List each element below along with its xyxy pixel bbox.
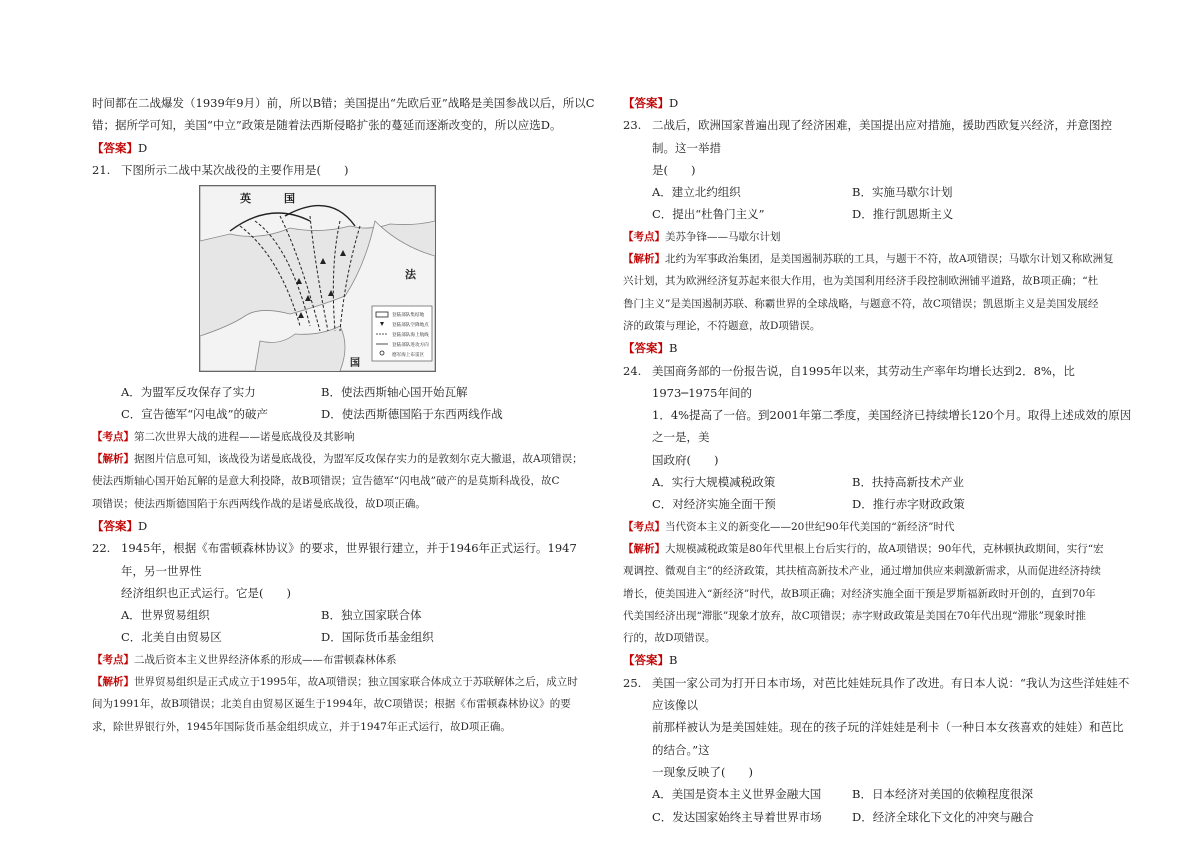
option-d: D．推行赤字财政政策	[852, 497, 965, 512]
right-column	[623, 92, 1133, 828]
question-23-stem-1: 23. 二战后，欧洲国家普遍出现了经济困难，美国提出应对措施，援助西欧复兴经济，并意图控制。这一举措	[623, 114, 1133, 159]
question-22-options-row-2	[92, 626, 597, 648]
top-answer	[623, 92, 1133, 114]
question-23-jiexi-4: 济的政策与理论，不符题意，故D项错误。	[623, 319, 821, 332]
answer-tag: 【答案】	[623, 653, 669, 668]
answer-value: B	[669, 341, 678, 356]
question-21-kaodian: 【考点】第二次世界大战的进程——诺曼底战役及其影响	[92, 430, 355, 443]
answer-tag: 【答案】	[92, 518, 138, 533]
question-21-options-row-2	[92, 403, 597, 425]
intro-answer	[92, 137, 597, 159]
question-number: 25.	[623, 675, 642, 690]
question-23-kaodian: 【考点】美苏争锋——马歇尔计划	[623, 230, 781, 243]
answer-tag: 【答案】	[623, 341, 669, 356]
question-22-stem-1: 22. 1945年，根据《布雷顿森林协议》的要求，世界银行建立，并于1946年正式运行。1947年，另一世界性	[92, 537, 597, 582]
question-24-stem-2: 1．4%提高了一倍。到2001年第二季度，美国经济已持续增长120个月。取得上述成效的原因之一是，美	[652, 408, 1132, 445]
option-a: A．建立北约组织	[652, 185, 741, 200]
left-column	[92, 92, 597, 738]
answer-tag: 【答案】	[92, 140, 138, 155]
question-23-options-row-2	[623, 203, 1133, 225]
kaodian-tag: 【考点】	[623, 520, 665, 533]
jiexi-tag: 【解析】	[92, 453, 134, 466]
question-24-jiexi-5: 行的，故D项错误。	[623, 632, 716, 645]
option-c: C．发达国家始终主导着世界市场	[652, 809, 822, 824]
question-number: 21.	[92, 162, 111, 177]
option-b: B．日本经济对美国的依赖程度很深	[852, 787, 1033, 802]
question-24-kaodian: 【考点】当代资本主义的新变化——20世纪90年代美国的“新经济”时代	[623, 520, 955, 533]
map-legend-item: 德军海上布雷区	[392, 352, 425, 358]
option-b: B．扶持高新技术产业	[852, 475, 964, 490]
question-22-jiexi-3: 求，除世界银行外，1945年国际货币基金组织成立，并于1947年正式运行，故D项正确。	[92, 720, 511, 733]
question-25-stem-2: 前那样被认为是美国娃娃。现在的孩子玩的洋娃娃是利卡（一种日本女孩喜欢的娃娃）和芭比的结合。”这	[652, 720, 1124, 757]
option-d: D．使法西斯德国陷于东西两线作战	[321, 407, 503, 422]
option-a: A．世界贸易组织	[121, 608, 210, 623]
question-23-jiexi-2: 兴计划，其为欧洲经济复苏起来很大作用，也为美国利用经济手段控制欧洲铺平道路，故B项正确；“杜	[623, 275, 1099, 288]
option-a: A．实行大规模减税政策	[652, 475, 776, 490]
question-22-jiexi-1: 【解析】世界贸易组织是正式成立于1995年，故A项错误；独立国家联合体成立于苏联解体之后，成立时	[92, 676, 578, 689]
question-24-stem-3: 国政府( )	[652, 452, 719, 467]
map-label-france-2: 国	[350, 358, 360, 370]
kaodian-tag: 【考点】	[92, 653, 134, 666]
option-a: A．为盟军反攻保存了实力	[121, 385, 256, 400]
question-24-options-row-1	[623, 471, 1133, 493]
question-number: 24.	[623, 363, 642, 378]
question-23-options-row-1	[623, 181, 1133, 203]
option-c: C．对经济实施全面干预	[652, 497, 776, 512]
option-b: B．使法西斯轴心国开始瓦解	[321, 385, 468, 400]
question-21-jiexi-3: 项错误；使法西斯德国陷于东西两线作战的是诺曼底战役，故D项正确。	[92, 497, 426, 510]
map-legend-item: 登陆部队海上航线	[392, 332, 429, 338]
kaodian-tag: 【考点】	[92, 430, 134, 443]
map-legend-item: 登陆部队集结地	[392, 312, 425, 318]
question-21-jiexi-1: 【解析】据图片信息可知，该战役为诺曼底战役，为盟军反攻保存实力的是敦刻尔克大撤退，故A项错误；	[92, 453, 583, 466]
question-22-options-row-1	[92, 604, 597, 626]
question-24-jiexi-2: 观调控、微观自主”的经济政策，其扶植高新技术产业，通过增加供应来刺激新需求，从而促进经济持续	[623, 565, 1101, 578]
answer-value: D	[669, 96, 679, 110]
intro-line-2: 错；据所学可知，美国“中立”政策是随着法西斯侵略扩张的蔓延而逐渐改变的，所以应选D。	[92, 118, 562, 133]
question-24-answer	[623, 649, 1133, 671]
question-number: 23.	[623, 118, 642, 133]
question-24-stem-1: 24. 美国商务部的一份报告说，自1995年以来，其劳动生产率年均增长达到2．8%，比1973─1975年间的	[623, 360, 1133, 405]
option-c: C．北美自由贸易区	[121, 630, 222, 645]
question-23-answer	[623, 337, 1133, 359]
question-25-options-row-2	[623, 806, 1133, 828]
jiexi-tag: 【解析】	[623, 253, 665, 266]
question-21-options-row-1	[92, 381, 597, 403]
question-21-jiexi-2: 使法西斯轴心国开始瓦解的是意大利投降，故B项错误；宣告德军“闪电战”破产的是莫斯科战役，故C	[92, 475, 560, 488]
question-23-jiexi-1: 【解析】北约为军事政治集团，是美国遏制苏联的工具，与题干不符，故A项错误；马歇尔计划又称欧洲复	[623, 253, 1114, 266]
question-24-options-row-2	[623, 493, 1133, 515]
answer-value: D	[138, 140, 148, 155]
option-c: C．提出“杜鲁门主义”	[652, 207, 765, 222]
question-22-kaodian: 【考点】二战后资本主义世界经济体系的形成——布雷顿森林体系	[92, 653, 397, 666]
map-legend-item: 登陆部队进攻方向	[392, 342, 429, 348]
map-label-uk: 英 国	[240, 193, 295, 206]
question-25-options-row-1	[623, 783, 1133, 805]
normandy-battle-map	[199, 185, 436, 372]
intro-line-1: 时间都在二战爆发（1939年9月）前，所以B错；美国提出“先欧后亚”战略是美国参战以后，所以C	[92, 96, 595, 110]
question-25-stem-1: 25. 美国一家公司为打开日本市场，对芭比娃娃玩具作了改进。有日本人说：“我认为这些洋娃娃不应该像以	[623, 672, 1133, 717]
option-d: D．经济全球化下文化的冲突与融合	[852, 809, 1034, 824]
option-d: D．推行凯恩斯主义	[852, 207, 954, 222]
jiexi-tag: 【解析】	[623, 542, 665, 555]
question-number: 22.	[92, 541, 111, 556]
question-23-jiexi-3: 鲁门主义”是美国遏制苏联、称霸世界的全球战略，与题意不符，故C项错误；凯恩斯主义是美国发展经	[623, 297, 1099, 310]
question-23-stem-2: 是( )	[652, 162, 696, 177]
question-24-jiexi-3: 增长，使美国进入“新经济”时代，故B项正确；对经济实施全面干预是罗斯福新政时开创的，直到70年	[623, 587, 1096, 600]
question-22-stem-2: 经济组织也正式运行。它是( )	[121, 585, 291, 600]
question-24-jiexi-1: 【解析】大规模减税政策是80年代里根上台后实行的，故A项错误；90年代，克林顿执政期间，实行“宏	[623, 542, 1104, 555]
map-legend-item: 登陆部队空降地点	[392, 322, 429, 328]
option-d: D．国际货币基金组织	[321, 630, 434, 645]
map-label-france: 法	[405, 269, 416, 282]
answer-value: D	[138, 518, 148, 533]
jiexi-tag: 【解析】	[92, 676, 134, 689]
option-b: B．实施马歇尔计划	[852, 185, 953, 200]
question-24-jiexi-4: 代美国经济出现“滞胀”现象才放弃，故C项错误；赤字财政政策是美国在70年代出现“滞胀”现象时推	[623, 609, 1086, 622]
question-21-answer	[92, 515, 597, 537]
question-21-stem: 21. 下图所示二战中某次战役的主要作用是( )	[92, 159, 597, 181]
option-c: C．宣告德军“闪电战”的破产	[121, 407, 269, 422]
kaodian-tag: 【考点】	[623, 230, 665, 243]
option-b: B．独立国家联合体	[321, 608, 422, 623]
question-25-stem-3: 一现象反映了( )	[652, 764, 753, 779]
answer-value: B	[669, 653, 678, 668]
answer-tag: 【答案】	[623, 96, 669, 110]
option-a: A．美国是资本主义世界金融大国	[652, 787, 822, 802]
question-22-jiexi-2: 间为1991年，故B项错误；北美自由贸易区诞生于1994年，故C项错误；根据《布雷顿森林协议》的要	[92, 698, 571, 711]
